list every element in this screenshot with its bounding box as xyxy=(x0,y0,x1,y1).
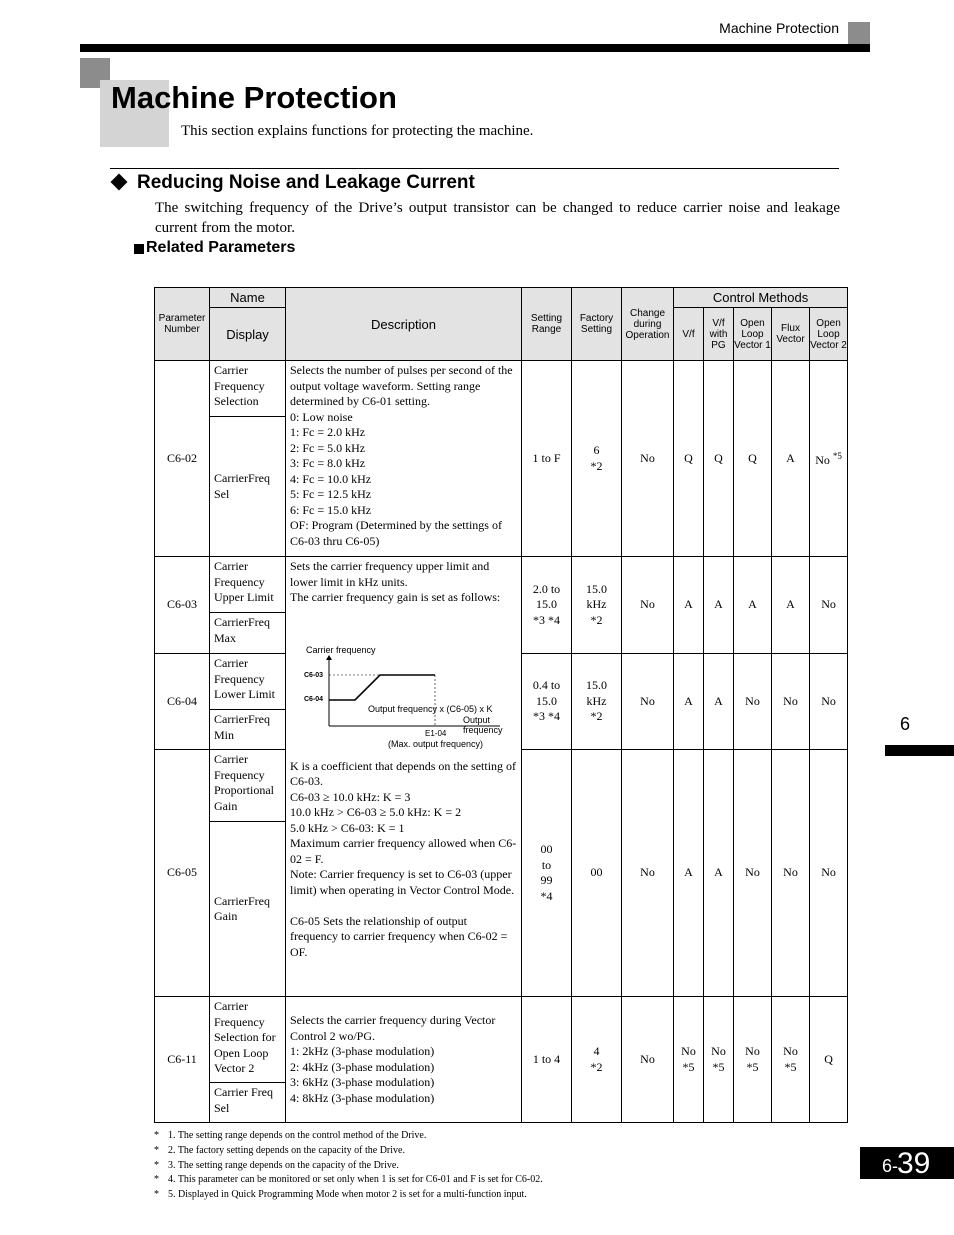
change-during-operation: No xyxy=(622,557,674,654)
method-flux: A xyxy=(772,361,810,557)
change-during-operation: No xyxy=(622,750,674,997)
graph-x-label-2: frequency xyxy=(463,725,503,735)
header-parameter-number: Parameter Number xyxy=(155,288,210,361)
section-title: Reducing Noise and Leakage Current xyxy=(137,172,475,193)
param-name: Carrier Frequency Lower Limit xyxy=(210,654,286,710)
param-display: Carrier Freq Sel xyxy=(210,1083,286,1123)
method-vf: Q xyxy=(674,361,704,557)
graph-y-label: Carrier frequency xyxy=(306,645,376,655)
setting-range: 00 to 99 *4 xyxy=(522,750,572,997)
method-vf: A xyxy=(674,557,704,654)
graph-c6-04-label: C6-04 xyxy=(304,696,324,703)
setting-range: 1 to F xyxy=(522,361,572,557)
page-title: Machine Protection xyxy=(111,80,397,115)
param-name: Carrier Frequency Upper Limit xyxy=(210,557,286,613)
method-vf-pg: A xyxy=(704,654,734,750)
section-body: The switching frequency of the Drive’s output transistor can be changed to reduce carrier noise and leakage current from the motor. xyxy=(155,200,840,236)
header-vf-pg: V/f with PG xyxy=(704,308,734,361)
header-factory-setting: Factory Setting xyxy=(572,288,622,361)
method-olv1: No xyxy=(734,654,772,750)
footnote: * 3. The setting range depends on the capacity of the Drive. xyxy=(154,1159,399,1171)
setting-range: 2.0 to 15.0 *3 *4 xyxy=(522,557,572,654)
footnote: * 5. Displayed in Quick Programming Mode when motor 2 is set for a multi-function input. xyxy=(154,1189,527,1201)
method-vf: A xyxy=(674,654,704,750)
header-flux-vector: Flux Vector xyxy=(772,308,810,361)
method-vf-pg: A xyxy=(704,750,734,997)
method-olv1: No *5 xyxy=(734,997,772,1123)
param-number: C6-04 xyxy=(155,654,210,750)
method-vf: No *5 xyxy=(674,997,704,1123)
section-rule xyxy=(110,168,839,169)
header-change-during-operation: Change during Operation xyxy=(622,288,674,361)
param-name: Carrier Frequency Selection xyxy=(210,361,286,417)
related-parameters-heading: Related Parameters xyxy=(146,239,296,256)
factory-setting: 15.0 kHz *2 xyxy=(572,654,622,750)
param-display: CarrierFreq Max xyxy=(210,613,286,654)
method-olv1: A xyxy=(734,557,772,654)
method-olv2: No $^{*5}$ xyxy=(810,361,848,557)
param-number: C6-02 xyxy=(155,361,210,557)
method-olv2: No xyxy=(810,654,848,750)
page-number-box xyxy=(860,1147,954,1179)
graph-c6-03-label: C6-03 xyxy=(304,672,324,679)
param-description-shared: Sets the carrier frequency upper limit and lower limit in kHz units. The carrier frequency gain is set as follows: K is a coefficient that depends on the setting of C6-03. C6-03 ≥ 10.0 kHz: K = 3 10.0 kHz > C6-03 ≥ 5.0 kHz: K = 2 5.0 kHz > C6-03: K = 1 Maximum carrier frequency allowed when C6-02 = F. Note: Carrier frequency is set to C6-03 (upper limit) when operating in Vector Control Mode. C6-05 Sets the relationship of output frequency to carrier frequency when C6-02 = OF. xyxy=(286,557,522,997)
header-control-methods: Control Methods xyxy=(674,288,848,308)
header-display: Display xyxy=(210,308,286,361)
page-number: 39 xyxy=(897,1147,931,1180)
method-vf-pg: No *5 xyxy=(704,997,734,1123)
method-vf-pg: Q xyxy=(704,361,734,557)
header-olv2: Open Loop Vector 2 xyxy=(810,308,848,361)
param-number: C6-03 xyxy=(155,557,210,654)
header-rule xyxy=(80,44,870,52)
setting-range: 1 to 4 xyxy=(522,997,572,1123)
diamond-icon xyxy=(111,174,128,191)
page-prefix: 6- xyxy=(882,1156,899,1176)
footnote: * 1. The setting range depends on the control method of the Drive. xyxy=(154,1130,427,1141)
method-flux: No *5 xyxy=(772,997,810,1123)
footnote: * 4. This parameter can be monitored or set only when 1 is set for C6-01 and F is set for C6-02. xyxy=(154,1174,543,1186)
method-vf-pg: A xyxy=(704,557,734,654)
running-header: Machine Protection xyxy=(719,20,839,36)
factory-setting: 00 xyxy=(572,750,622,997)
param-description: Selects the number of pulses per second of the output voltage waveform. Setting range determined by C6-01 setting. 0: Low noise 1: Fc = 2.0 kHz 2: Fc = 5.0 kHz 3: Fc = 8.0 kHz 4: Fc = 10.0 kHz 5: Fc = 12.5 kHz 6: Fc = 15.0 kHz OF: Program (Determined by the settings of C6-03 thru C6-05) xyxy=(286,361,522,557)
param-name: Carrier Frequency Proportional Gain xyxy=(210,750,286,822)
intro-text: This section explains functions for protecting the machine. xyxy=(181,123,534,139)
factory-setting: 6 *2 xyxy=(572,361,622,557)
graph-max-label: (Max. output frequency) xyxy=(388,739,484,749)
param-name: Carrier Frequency Selection for Open Loop Vector 2 xyxy=(210,997,286,1083)
param-display: CarrierFreq Min xyxy=(210,710,286,750)
footnote: * 2. The factory setting depends on the capacity of the Drive. xyxy=(154,1144,405,1156)
change-during-operation: No xyxy=(622,361,674,557)
param-number: C6-05 xyxy=(155,750,210,997)
factory-setting: 4 *2 xyxy=(572,997,622,1123)
graph-slope-label: Output frequency x (C6-05) x K xyxy=(368,704,493,714)
param-number: C6-11 xyxy=(155,997,210,1123)
param-display: CarrierFreq Sel xyxy=(210,417,286,557)
method-flux: A xyxy=(772,557,810,654)
table-row xyxy=(155,997,848,1083)
table-row xyxy=(155,361,848,417)
square-bullet-icon xyxy=(134,244,144,254)
method-olv2: No xyxy=(810,750,848,997)
header-setting-range: Setting Range xyxy=(522,288,572,361)
graph-e1-04-label: E1-04 xyxy=(425,729,447,738)
chapter-tab-marker xyxy=(885,745,954,756)
method-olv1: No xyxy=(734,750,772,997)
header-vf: V/f xyxy=(674,308,704,361)
setting-range: 0.4 to 15.0 *3 *4 xyxy=(522,654,572,750)
param-display: CarrierFreq Gain xyxy=(210,822,286,997)
change-during-operation: No xyxy=(622,654,674,750)
chapter-tab-number: 6 xyxy=(900,714,911,734)
header-name: Name xyxy=(210,288,286,308)
method-flux: No xyxy=(772,654,810,750)
header-square xyxy=(848,22,870,44)
carrier-frequency-graph xyxy=(300,642,510,752)
graph-x-label-1: Output xyxy=(463,715,491,725)
method-olv2: No xyxy=(810,557,848,654)
method-olv2: Q xyxy=(810,997,848,1123)
table-row xyxy=(155,557,848,613)
method-vf: A xyxy=(674,750,704,997)
param-description: Selects the carrier frequency during Vector Control 2 wo/PG. 1: 2kHz (3-phase modulation) 2: 4kHz (3-phase modulation) 3: 6kHz (3-phase modulation) 4: 8kHz (3-phase modulation) xyxy=(286,997,522,1123)
factory-setting: 15.0 kHz *2 xyxy=(572,557,622,654)
change-during-operation: No xyxy=(622,997,674,1123)
header-olv1: Open Loop Vector 1 xyxy=(734,308,772,361)
header-description: Description xyxy=(286,288,522,361)
method-olv1: Q xyxy=(734,361,772,557)
footnotes xyxy=(154,1129,543,1203)
method-flux: No xyxy=(772,750,810,997)
